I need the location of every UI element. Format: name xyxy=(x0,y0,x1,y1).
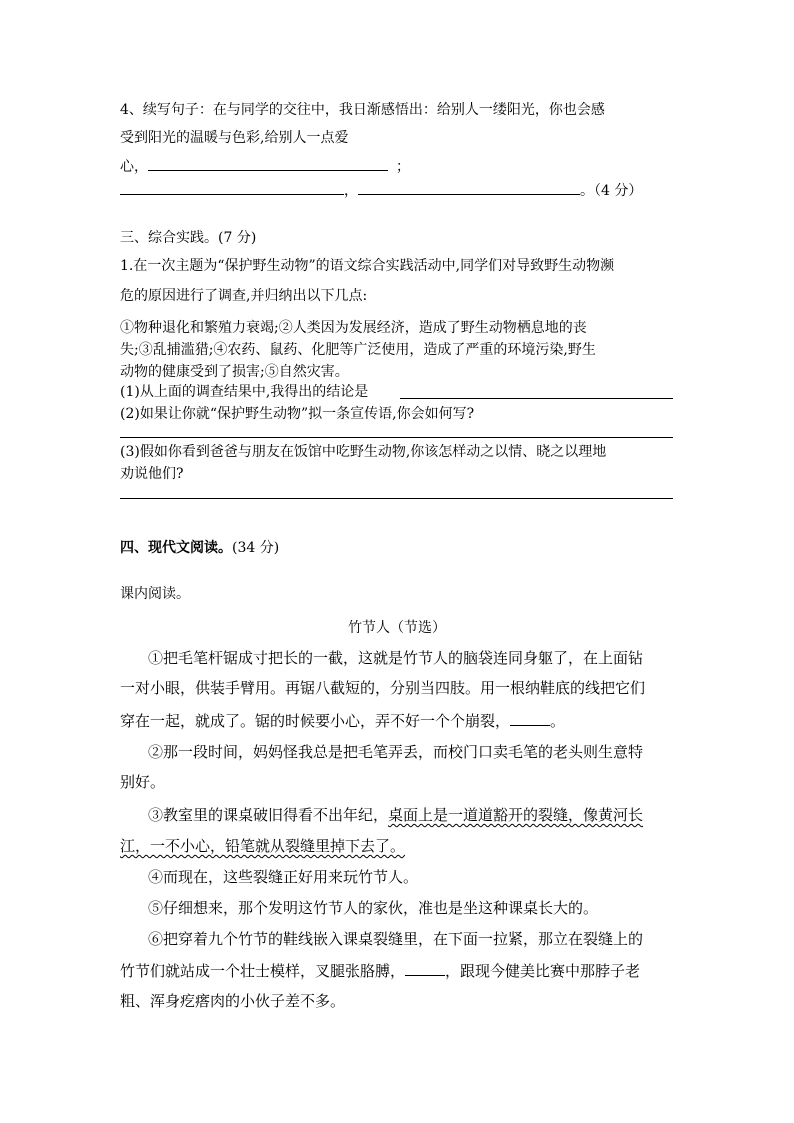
section-4-heading-title: 四、现代文阅读。 xyxy=(120,540,232,556)
p6-line-2 xyxy=(120,960,640,982)
p6-line-2-a: 竹节们就站成一个壮士模样，叉腿张胳膊， xyxy=(120,962,406,980)
p4: ④而现在，这些裂缝正好用来玩竹节人。 xyxy=(148,868,419,886)
p3-wavy-sentence: 桌面上是一道道豁开的裂缝，像黄河长 xyxy=(388,806,644,824)
s3-q1-line-1: 1.在一次主题为“保护野生动物”的语文综合实践活动中,同学们对导致野生动物濒 xyxy=(120,258,615,274)
s3-causes-line-1: ①物种退化和繁殖力衰竭;②人类因为发展经济，造成了野生动物栖息地的丧 xyxy=(120,320,587,336)
s3-sub-3-line-2: 劝说他们? xyxy=(120,466,184,482)
q4-score: 。（4 分） xyxy=(580,183,643,199)
p1-line-3-text: 穿在一起，就成了。锯的时候要小心，弄不好一个个崩裂， xyxy=(120,712,511,730)
q4-line-3-suffix: ； xyxy=(396,159,410,175)
answer-line[interactable] xyxy=(120,437,673,438)
p1-line-2: 一对小眼，供装手臂用。再锯八截短的，分别当四肢。用一根纳鞋底的线把它们 xyxy=(120,679,646,697)
p2-line-1: ②那一段时间，妈妈怪我总是把毛笔弄丢，而校门口卖毛笔的老头则生意特 xyxy=(148,743,644,761)
answer-blank[interactable] xyxy=(358,180,580,195)
p3-wavy-sentence-end: 江，一不小心，铅笔就从裂缝里掉下去了。 xyxy=(120,837,406,855)
section-4-heading-score: (34 分) xyxy=(232,540,280,556)
answer-blank[interactable] xyxy=(120,180,344,195)
p6-line-2-b: ，跟现今健美比赛中那脖子老 xyxy=(445,962,641,980)
s3-causes-line-2: 失;③乱捕滥猎;④农药、鼠药、化肥等广泛使用，造成了严重的环境污染,野生 xyxy=(120,342,596,358)
passage-title: 竹节人（节选） xyxy=(348,620,446,636)
section-4-subheading: 课内阅读。 xyxy=(120,586,190,602)
p6-line-3: 粗、浑身疙瘩肉的小伙子差不多。 xyxy=(120,992,346,1010)
q4-line-2: 受到阳光的温暖与色彩,给别人一点爱 xyxy=(120,130,349,146)
fill-blank[interactable] xyxy=(510,711,550,726)
p2-line-2: 别好。 xyxy=(120,773,166,791)
p6-line-1: ⑥把穿着九个竹节的鞋线嵌入课桌裂缝里，在下面一拉紧，那立在裂缝上的 xyxy=(148,930,644,948)
q4-line-1: 4、续写句子：在与同学的交往中，我日渐感悟出：给别人一缕阳光，你也会感 xyxy=(120,102,605,118)
s3-sub-3-line-1: (3)假如你看到爸爸与朋友在饭馆中吃野生动物,你该怎样动之以情、晓之以理地 xyxy=(120,444,607,460)
p1-line-3 xyxy=(120,710,565,732)
p3-line-2 xyxy=(120,835,405,857)
section-3-heading: 三、综合实践。(7 分) xyxy=(120,230,257,246)
answer-line[interactable] xyxy=(120,498,673,499)
p3-line-1 xyxy=(148,804,643,826)
q4-line-4 xyxy=(120,180,642,201)
s3-sub-2: (2)如果让你就“保护野生动物”拟一条宣传语,你会如何写? xyxy=(120,406,475,422)
p3-line-1-plain: ③教室里的课桌破旧得看不出年纪， xyxy=(148,806,389,824)
q4-line-3 xyxy=(120,156,410,177)
q4-comma: ， xyxy=(344,183,358,199)
answer-blank[interactable] xyxy=(148,156,388,171)
p1-line-3-end: 。 xyxy=(550,712,566,730)
q4-line-3-prefix: 心， xyxy=(120,159,148,175)
p1-line-1: ①把毛笔杆锯成寸把长的一截，这就是竹节人的脑袋连同身躯了，在上面钻 xyxy=(148,649,644,667)
s3-causes-line-3: 动物的健康受到了损害;⑤自然灾害。 xyxy=(120,364,349,380)
section-4-heading xyxy=(120,538,279,558)
s3-sub-1: (1)从上面的调查结果中,我得出的结论是 xyxy=(120,384,369,400)
answer-line[interactable] xyxy=(400,398,673,399)
s3-q1-line-2: 危的原因进行了调查,并归纳出以下几点: xyxy=(120,288,368,304)
fill-blank[interactable] xyxy=(405,961,445,976)
p5: ⑤仔细想来，那个发明这竹节人的家伙，准也是坐这种课桌长大的。 xyxy=(148,899,599,917)
